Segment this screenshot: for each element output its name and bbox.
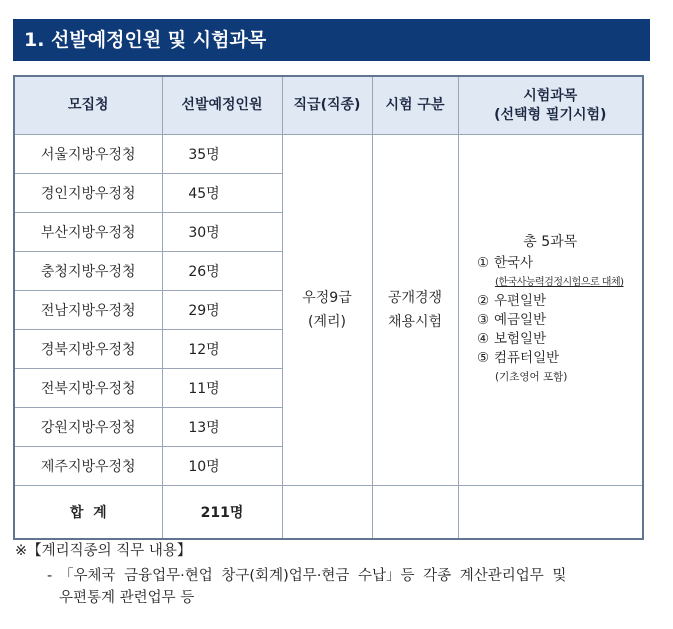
exam-line2: 채용시험 [387,314,443,330]
count-cell: 12명 [162,330,282,369]
section-title: 1. 선발예정인원 및 시험과목 [13,19,650,61]
header-subjects-line1: 시험과목 [523,87,578,104]
subject-note-computer: (기초영어 포함) [494,371,568,383]
grade-line2: (계리) [308,314,346,330]
count-cell: 45명 [162,174,282,213]
total-empty-cell [282,486,372,540]
total-empty-cell [372,486,458,540]
count-cell: 29명 [162,291,282,330]
grade-line1: 우정9급 [302,290,352,306]
duty-description [13,540,663,609]
duty-title: ※【계리직종의 직무 내용】 [15,543,192,559]
table-row [14,135,643,174]
total-label: 합 계 [14,486,162,540]
recruitment-table [13,75,644,540]
grade-cell [282,135,372,486]
count-cell: 30명 [162,213,282,252]
exam-type-cell [372,135,458,486]
total-row [14,486,643,540]
office-cell: 경인지방우정청 [14,174,162,213]
office-cell: 전남지방우정청 [14,291,162,330]
subject-note-korean-history: (한국사능력검정시험으로 대체) [494,277,624,288]
office-cell: 충청지방우정청 [14,252,162,291]
count-cell: 35명 [162,135,282,174]
duty-text [47,565,663,609]
header-exam-type: 시험 구분 [372,76,458,135]
total-count: 211명 [162,486,282,540]
duty-line1: 「우체국 금융업무·현업 창구(회계)업무·현금 수납」등 각종 계산관리업무 및 [59,568,567,584]
subjects-list [477,233,624,387]
subject-item: ② 우편일반 [476,293,547,309]
count-cell: 11명 [162,369,282,408]
duty-line2: 우편통계 관련업무 등 [59,590,195,606]
header-subjects-line2: (선택형 필기시험) [494,106,607,123]
header-subjects [458,76,643,135]
count-cell: 10명 [162,447,282,486]
office-cell: 제주지방우정청 [14,447,162,486]
subject-item: ④ 보험일반 [476,331,547,347]
count-cell: 26명 [162,252,282,291]
subject-item: ⑤ 컴퓨터일반 [476,350,560,366]
table-header-row [14,76,643,135]
subject-item: ① 한국사 [476,255,534,271]
header-office: 모집청 [14,76,162,135]
total-empty-cell [458,486,643,540]
office-cell: 강원지방우정청 [14,408,162,447]
duty-dash: - [47,568,53,584]
subjects-head: 총 5과목 [523,234,578,250]
count-cell: 13명 [162,408,282,447]
subject-item: ③ 예금일반 [476,312,547,328]
subjects-cell [458,135,643,486]
header-grade: 직급(직종) [282,76,372,135]
header-count: 선발예정인원 [162,76,282,135]
office-cell: 전북지방우정청 [14,369,162,408]
office-cell: 경북지방우정청 [14,330,162,369]
office-cell: 부산지방우정청 [14,213,162,252]
office-cell: 서울지방우정청 [14,135,162,174]
exam-line1: 공개경쟁 [387,290,443,306]
